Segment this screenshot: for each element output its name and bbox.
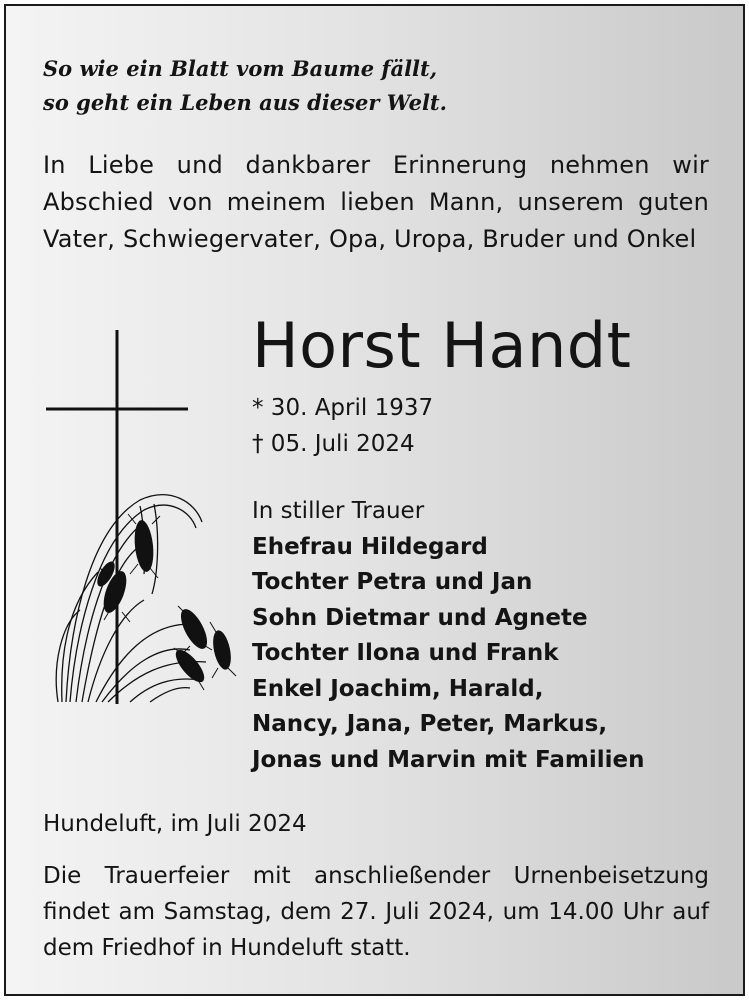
mourner-line: Jonas und Marvin mit Familien — [252, 746, 645, 773]
mourner-line: Ehefrau Hildegard — [252, 533, 488, 560]
place-date: Hundeluft, im Juli 2024 — [43, 811, 307, 837]
birth-date: * 30. April 1937 — [252, 395, 434, 421]
motto-line-2: so geht ein Leben aus dieser Welt. — [43, 90, 447, 115]
mourner-line: Nancy, Jana, Peter, Markus, — [252, 711, 608, 737]
life-dates — [252, 390, 433, 462]
deceased-name: Horst Handt — [252, 309, 632, 382]
cross-with-grass-icon — [40, 324, 240, 706]
obituary-notice — [4, 4, 745, 996]
motto — [43, 52, 723, 120]
mourners-list — [252, 494, 645, 778]
mourner-line: Enkel Joachim, Harald, — [252, 675, 544, 702]
mourner-line: Sohn Dietmar und Agnete — [252, 604, 588, 631]
funeral-info: Die Trauerfeier mit anschließender Urnenbeisetzung findet am Samstag, dem 27. Juli 2024, um 14.00 Uhr auf dem Friedhof in Hundeluft statt. — [43, 863, 709, 961]
death-date: † 05. Juli 2024 — [252, 431, 415, 457]
motto-line-1: So wie ein Blatt vom Baume fällt, — [43, 56, 438, 81]
intro-text: In Liebe und dankbarer Erinnerung nehmen wir Abschied von meinem lieben Mann, unserem guten Vater, Schwiegervater, Opa, Uropa, Bruder und Onkel — [43, 151, 709, 253]
mourner-line: Tochter Ilona und Frank — [252, 640, 559, 666]
mourner-line: Tochter Petra und Jan — [252, 569, 533, 595]
mourners-heading: In stiller Trauer — [252, 498, 425, 524]
